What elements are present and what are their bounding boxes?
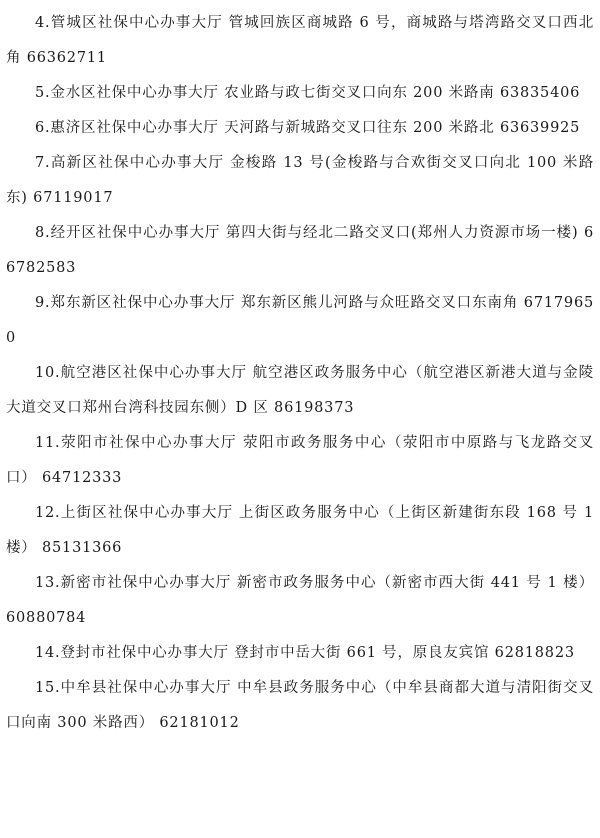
list-item: 8.经开区社保中心办事大厅 第四大街与经北二路交叉口(郑州人力资源市场一楼) 66782583 bbox=[6, 225, 594, 276]
list-item: 11.荥阳市社保中心办事大厅 荥阳市政务服务中心（荥阳市中原路与飞龙路交叉口） 64712333 bbox=[6, 435, 594, 486]
list-item: 15.中牟县社保中心办事大厅 中牟县政务服务中心（中牟县商都大道与清阳街交叉口向南 300 米路西） 62181012 bbox=[6, 680, 594, 731]
list-item: 12.上街区社保中心办事大厅 上街区政务服务中心（上街区新建街东段 168 号 1 楼） 85131366 bbox=[6, 505, 594, 556]
list-item: 5.金水区社保中心办事大厅 农业路与政七街交叉口向东 200 米路南 63835406 bbox=[35, 85, 581, 101]
list-item: 4.管城区社保中心办事大厅 管城回族区商城路 6 号，商城路与塔湾路交叉口西北角 66362711 bbox=[6, 15, 594, 66]
list-item: 10.航空港区社保中心办事大厅 航空港区政务服务中心（航空港区新港大道与金陵大道交叉口郑州台湾科技园东侧）D 区 86198373 bbox=[6, 365, 594, 416]
list-item: 6.惠济区社保中心办事大厅 天河路与新城路交叉口往东 200 米路北 63639925 bbox=[35, 120, 581, 136]
list-item: 9.郑东新区社保中心办事大厅 郑东新区熊儿河路与众旺路交叉口东南角 67179650 bbox=[6, 295, 594, 346]
list-item: 7.高新区社保中心办事大厅 金梭路 13 号(金梭路与合欢街交叉口向北 100 米路东) 67119017 bbox=[6, 155, 594, 206]
list-item: 14.登封市社保中心办事大厅 登封市中岳大街 661 号，原良友宾馆 62818823 bbox=[35, 645, 575, 661]
list-item: 13.新密市社保中心办事大厅 新密市政务服务中心（新密市西大街 441 号 1 楼） 60880784 bbox=[6, 575, 594, 626]
